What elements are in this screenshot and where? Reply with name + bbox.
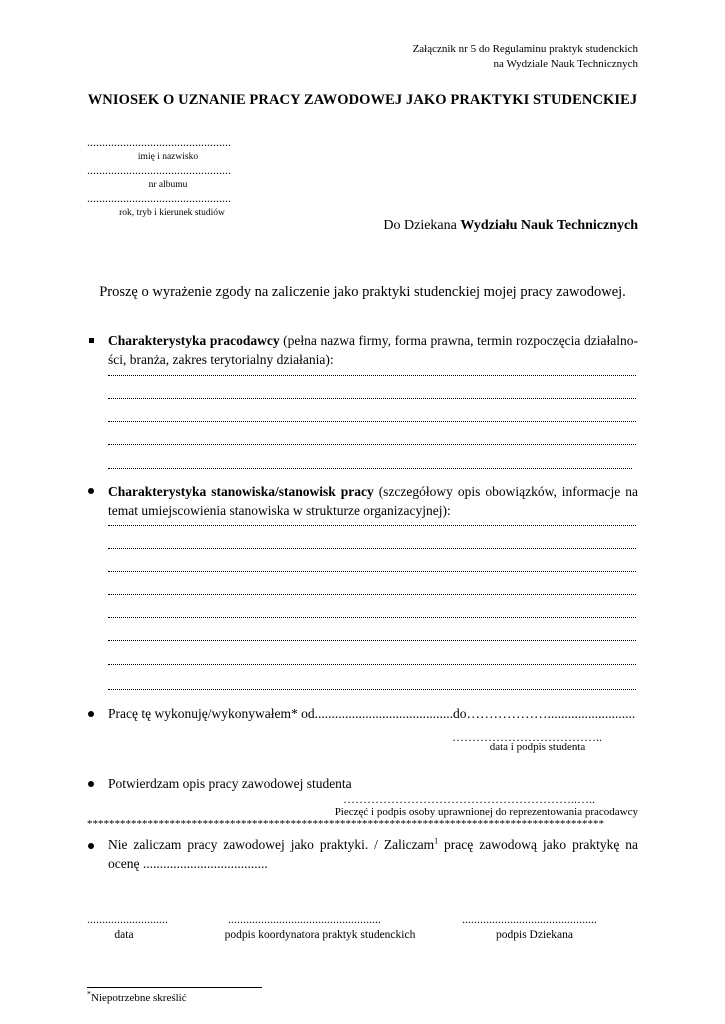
position-section-heading [108,482,638,520]
album-field-dots[interactable]: ................................................ [87,163,231,177]
employer-signature-dots[interactable]: …………………………………………………..….. [343,792,595,806]
footnote-mark: * [87,989,91,999]
position-line-2[interactable] [108,548,636,549]
employer-signature-label: Pieczęć i podpis osoby uprawnionej do reprezentowania pracodawcy [334,806,638,818]
grade-field[interactable]: ocenę ..................................... [108,856,268,871]
employer-line-4[interactable] [108,444,636,445]
position-line-7[interactable] [108,664,636,665]
employer-line-1[interactable] [108,375,636,376]
coordinator-label: podpis koordynatora praktyk studenckich [224,929,416,941]
date-label: data [114,929,134,941]
position-desc-1: (szczegółowy opis obowiązków, informacje na [373,484,638,499]
round-bullet-icon [88,488,94,494]
round-bullet-icon [88,781,94,787]
employer-desc-1: (pełna nazwa firmy, forma prawna, termin rozpoczęcia działalno- [279,333,638,348]
dean-label: podpis Dziekana [496,929,573,941]
footnote-text: Niepotrzebne skreślić [91,992,187,1004]
attachment-line-2: na Wydziale Nauk Technicznych [493,58,638,70]
decision-part-2: pracę zawodową jako praktykę na [438,837,638,852]
date-signature-dots[interactable]: ........................... [87,912,168,926]
work-period-line[interactable]: Pracę tę wykonuję/wykonywałem* od.........................................do……………….......................... [108,706,636,721]
employer-section-heading [108,331,638,369]
position-line-3[interactable] [108,571,636,572]
position-desc-2: temat umiejscowienia stanowiska w strukturze organizacyjnej): [108,503,451,518]
employer-line-3[interactable] [108,421,636,422]
dean-prefix: Do Dziekana [383,218,461,233]
study-field-dots[interactable]: ................................................ [87,191,231,205]
position-line-4[interactable] [108,594,636,595]
decision-statement [108,835,638,873]
round-bullet-icon [88,843,94,849]
student-signature-dots[interactable]: ……………………………….. [452,730,602,744]
employer-desc-2: ści, branża, zakres terytorialny działania): [108,352,334,367]
position-line-8[interactable] [108,689,636,690]
document-title: WNIOSEK O UZNANIE PRACY ZAWODOWEJ JAKO PRAKTYKI STUDENCKIEJ [87,92,638,108]
employer-line-2[interactable] [108,398,636,399]
employer-label: Charakterystyka pracodawcy [108,333,280,348]
position-line-5[interactable] [108,617,636,618]
album-field-caption: nr albumu [148,180,188,190]
round-bullet-icon [88,711,94,717]
position-line-1[interactable] [108,525,636,526]
square-bullet-icon [89,338,94,343]
position-label: Charakterystyka stanowiska/stanowisk pracy [108,484,374,499]
decision-footnote-mark: 1 [434,836,439,846]
attachment-line-1: Załącznik nr 5 do Regulaminu praktyk studenckich [412,43,638,55]
footnote-rule [87,987,262,988]
study-field-caption: rok, tryb i kierunek studiów [119,208,225,218]
footnote [87,989,187,1004]
student-signature-label: data i podpis studenta [489,741,586,753]
star-separator: ********************************************************************************************** [87,818,604,830]
employer-confirm-text: Potwierdzam opis pracy zawodowej studenta [108,776,352,791]
dean-faculty: Wydziału Nauk Technicznych [460,218,638,233]
decision-part-1: Nie zaliczam pracy zawodowej jako praktyki. / Zaliczam [108,837,435,852]
employer-line-5[interactable] [108,468,632,469]
request-sentence: Proszę o wyrażenie zgody na zaliczenie jako praktyki studenckiej mojej pracy zawodowej. [99,284,626,300]
name-field-dots[interactable]: ................................................ [87,135,231,149]
coordinator-signature-dots[interactable]: ................................................... [228,912,381,926]
position-line-6[interactable] [108,640,636,641]
dean-signature-dots[interactable]: ............................................. [462,912,597,926]
dean-addressee [383,218,638,234]
name-field-caption: imię i nazwisko [137,152,199,162]
